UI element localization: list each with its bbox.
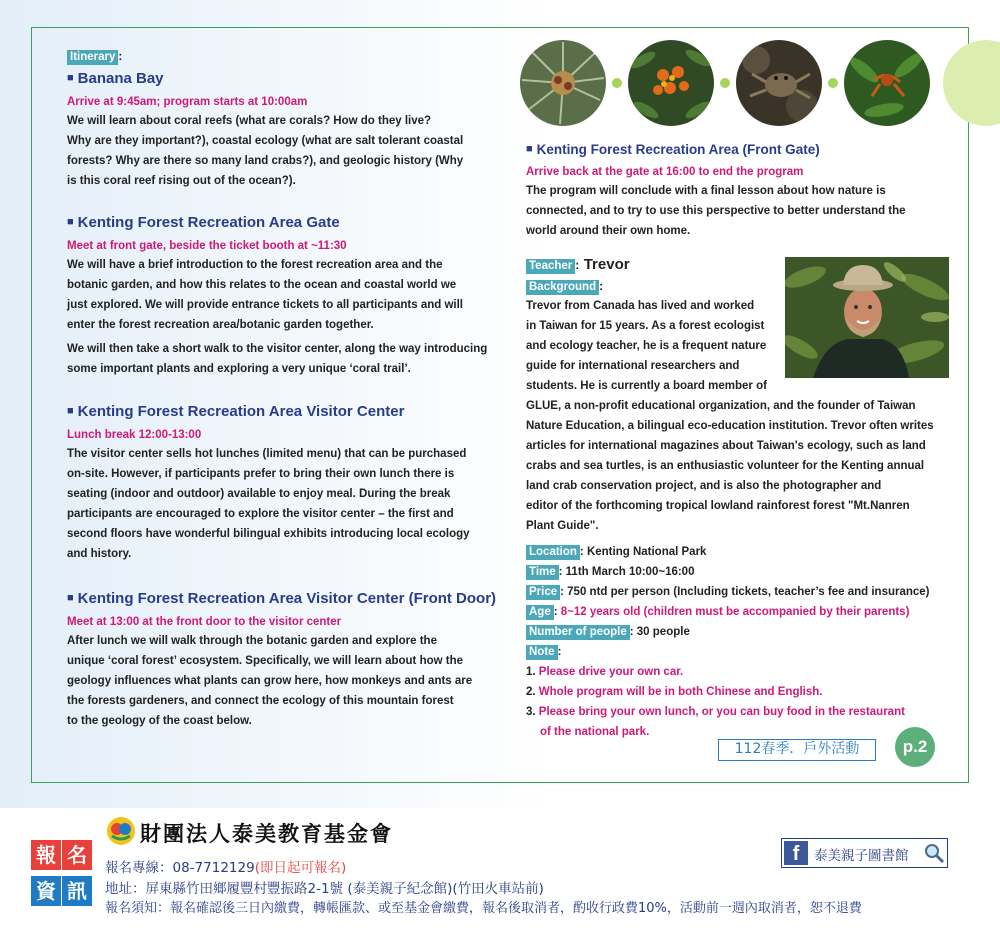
- bullet-square-icon: ■: [67, 72, 74, 84]
- reg-char-1: 報: [31, 840, 61, 870]
- nature-photo-row: [520, 40, 960, 126]
- age-colon: :: [553, 606, 561, 618]
- body-line: unique ‘coral forest’ ecosystem. Specifically, we will learn about how the: [67, 655, 464, 667]
- body-line: world around their own home.: [526, 225, 691, 237]
- time-value: : 11th March 10:00~16:00: [558, 566, 695, 578]
- hotline-row: [105, 856, 346, 876]
- facebook-icon: f: [784, 841, 808, 865]
- teacher-name: Trevor: [583, 256, 630, 273]
- note-number: 1.: [526, 666, 539, 678]
- age-tag: Age: [526, 605, 554, 620]
- facebook-page-label: 泰美親子圖書館: [814, 848, 909, 864]
- search-icon: [923, 842, 945, 864]
- body-line: participants are encouraged to explore the visitor center – the first and: [67, 508, 454, 520]
- body-line: second floors have wonderful bilingual exhibits introducing local ecology: [67, 528, 470, 540]
- reg-char-4: 訊: [62, 876, 92, 906]
- reg-char-3: 資: [31, 876, 61, 906]
- section-title: Kenting Forest Recreation Area (Front Gate): [536, 142, 820, 157]
- bio-line: articles for international magazines about Taiwan's ecology, such as land: [526, 440, 926, 452]
- time-row: [526, 562, 956, 582]
- price-row: [526, 582, 956, 602]
- age-row: [526, 602, 956, 622]
- body-line: the forests gardeners, and connect the ecology of this mountain forest: [67, 695, 454, 707]
- body-line: We will learn about coral reefs (what are corals? How do they live?: [67, 115, 432, 127]
- section-subtitle: Lunch break 12:00-13:00: [67, 429, 202, 441]
- body-line: Why are they important?), coastal ecology (what are salt tolerant coastal: [67, 135, 464, 147]
- body-line: We will have a brief introduction to the forest recreation area and the: [67, 259, 443, 271]
- note-text: Please drive your own car.: [538, 666, 684, 678]
- bio-line: GLUE, a non-profit educational organization, and the founder of Taiwan: [526, 400, 916, 412]
- location-value: : Kenting National Park: [579, 546, 707, 558]
- separator-dot: [612, 78, 622, 88]
- section-subtitle: Arrive at 9:45am; program starts at 10:00am: [67, 96, 308, 108]
- registration-notice: 報名須知：報名確認後三日內繳費，轉帳匯款、或至基金會繳費，報名後取消者，酌收行政費10%，活動前一週內取消者，恕不退費: [105, 901, 862, 916]
- note-item: [526, 682, 956, 702]
- itinerary-colon: :: [118, 49, 123, 63]
- plant-photo-2: [628, 40, 714, 126]
- body-line: connected, and to try to use this perspective to better understand the: [526, 205, 906, 217]
- body-line: to the geology of the coast below.: [67, 715, 252, 727]
- teacher-tag: Teacher: [526, 259, 575, 274]
- foundation-name: 財團法人泰美教育基金會: [140, 821, 393, 846]
- section-subtitle: Meet at 13:00 at the front door to the visitor center: [67, 616, 342, 628]
- body-line: seating (indoor and outdoor) available to enjoy meal. During the break: [67, 488, 451, 500]
- body-line: After lunch we will walk through the botanic garden and explore the: [67, 635, 437, 647]
- body-line: just explored. We will provide entrance tickets to all participants and will: [67, 299, 463, 311]
- body-line: enter the forest recreation area/botanic garden together.: [67, 319, 374, 331]
- itinerary-column: [67, 47, 507, 731]
- people-tag: Number of people: [526, 625, 630, 640]
- body-line: some important plants and exploring a very unique ‘coral trail’.: [67, 363, 411, 375]
- section-subtitle: Meet at front gate, beside the ticket booth at ~11:30: [67, 240, 347, 252]
- background-tag: Background: [526, 280, 599, 295]
- location-row: [526, 542, 956, 562]
- bio-line: crabs and sea turtles, is an enthusiastic volunteer for the Kenting annual: [526, 460, 925, 472]
- bio-line: guide for international researchers and: [526, 360, 740, 372]
- address-text: 地址：屏東縣竹田鄉履豐村豐振路2-1號 (泰美親子紀念館)(竹田火車站前): [105, 881, 544, 897]
- body-line: geology influences what plants can grow here, how monkeys and ants are: [67, 675, 473, 687]
- section-visitor-center-front-door: [67, 589, 507, 731]
- body-line: is this coral reef rising out of the ocean?).: [67, 175, 296, 187]
- people-value: : 30 people: [629, 626, 690, 638]
- section-visitor-center: [67, 402, 507, 564]
- teacher-photo: [785, 257, 949, 378]
- teacher-colon: :: [575, 258, 580, 272]
- price-value: : 750 ntd per person (Including tickets, teacher’s fee and insurance): [560, 586, 930, 598]
- separator-dot: [720, 78, 730, 88]
- section-title: Kenting Forest Recreation Area Visitor Center (Front Door): [77, 590, 497, 607]
- reg-char-2: 名: [62, 840, 92, 870]
- event-details: [526, 542, 956, 742]
- note-text: Please bring your own lunch, or you can buy food in the restaurant: [538, 706, 905, 718]
- bio-line: in Taiwan for 15 years. As a forest ecologist: [526, 320, 765, 332]
- crab-photo: [736, 40, 822, 126]
- note-item: [526, 702, 956, 722]
- note-text: of the national park.: [540, 726, 650, 738]
- season-badge: 112春季．戶外活動: [718, 739, 876, 761]
- hotline-text: 報名專線：08-7712129: [105, 860, 255, 876]
- bio-line: Nature Education, a bilingual eco-education institution. Trevor often writes: [526, 420, 934, 432]
- bio-line: Trevor from Canada has lived and worked: [526, 300, 755, 312]
- bio-line: editor of the forthcoming tropical lowland rainforest forest "Mt.Nanren: [526, 500, 910, 512]
- body-line: botanic garden, and how this relates to the ocean and coastal world we: [67, 279, 457, 291]
- bullet-square-icon: ■: [67, 216, 74, 228]
- bio-line: and ecology teacher, he is a frequent nature: [526, 340, 767, 352]
- note-number: 3.: [526, 706, 539, 718]
- itinerary-tag: Itinerary: [67, 50, 118, 65]
- note-number: 2.: [526, 686, 539, 698]
- bullet-square-icon: ■: [67, 405, 74, 417]
- note-tag: Note: [526, 645, 558, 660]
- body-line: forests? Why are there so many land crabs?), and geologic history (Why: [67, 155, 464, 167]
- bio-line: Plant Guide".: [526, 520, 599, 532]
- section-title: Kenting Forest Recreation Area Gate: [77, 214, 340, 231]
- section-title: Banana Bay: [77, 70, 164, 87]
- time-tag: Time: [526, 565, 559, 580]
- body-line: The visitor center sells hot lunches (limited menu) that can be purchased: [67, 448, 467, 460]
- hotline-note: (即日起可報名): [254, 860, 347, 876]
- bullet-square-icon: ■: [67, 592, 74, 604]
- page-number-badge: p.2: [895, 727, 935, 767]
- section-banana-bay: [67, 69, 507, 191]
- price-tag: Price: [526, 585, 560, 600]
- note-row: [526, 642, 956, 662]
- body-line: and history.: [67, 548, 132, 560]
- body-line: We will then take a short walk to the visitor center, along the way introducing: [67, 343, 488, 355]
- right-column: [526, 140, 956, 742]
- bio-line: students. He is currently a board member of: [526, 380, 767, 392]
- location-tag: Location: [526, 545, 580, 560]
- note-item: [526, 662, 956, 682]
- body-line: on-site. However, if participants prefer to bring their own lunch there is: [67, 468, 455, 480]
- bio-line: land crab conservation project, and is also the photographer and: [526, 480, 882, 492]
- foundation-logo-icon: [106, 816, 136, 846]
- note-colon: :: [557, 646, 562, 658]
- leaf-photo: [844, 40, 930, 126]
- section-title: Kenting Forest Recreation Area Visitor Center: [77, 403, 405, 420]
- note-text: Whole program will be in both Chinese and English.: [538, 686, 823, 698]
- people-row: [526, 622, 956, 642]
- body-line: The program will conclude with a final lesson about how nature is: [526, 185, 886, 197]
- age-value: 8~12 years old (children must be accompanied by their parents): [560, 606, 910, 618]
- plant-photo-1: [520, 40, 606, 126]
- section-forest-gate: [67, 213, 507, 379]
- facebook-page-link[interactable]: [781, 838, 948, 868]
- section-subtitle: Arrive back at the gate at 16:00 to end the program: [526, 166, 804, 178]
- separator-dot: [828, 78, 838, 88]
- background-colon: :: [599, 279, 604, 293]
- bullet-square-icon: ■: [526, 143, 533, 155]
